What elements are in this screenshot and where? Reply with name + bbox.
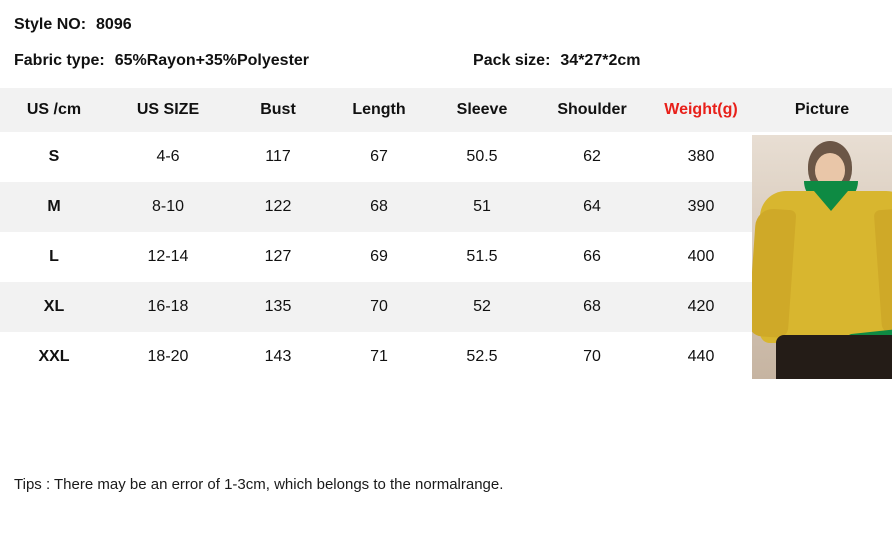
product-meta [0,0,892,70]
cell-sleeve: 52 [430,282,534,332]
cell-us-cm: M [0,182,108,232]
cell-length: 71 [328,332,430,382]
cell-weight: 440 [650,332,752,382]
cell-weight: 380 [650,132,752,182]
table-row [0,132,892,182]
cell-sleeve: 51 [430,182,534,232]
cell-bust: 135 [228,282,328,332]
cell-shoulder: 70 [534,332,650,382]
cell-picture [752,132,892,382]
tips-note: Tips : There may be an error of 1-3cm, which belongs to the normalrange. [14,476,504,493]
model-pants [776,335,892,379]
header-row [0,88,892,132]
cell-weight: 420 [650,282,752,332]
cell-length: 70 [328,282,430,332]
cell-us-size: 12-14 [108,232,228,282]
header-length: Length [328,88,430,132]
fabric-type-value: 65%Rayon+35%Polyester [114,52,310,69]
style-row [14,16,878,34]
cell-us-size: 8-10 [108,182,228,232]
cell-sleeve: 50.5 [430,132,534,182]
cell-length: 67 [328,132,430,182]
cell-shoulder: 62 [534,132,650,182]
header-us-size: US SIZE [108,88,228,132]
header-picture: Picture [752,88,892,132]
cell-bust: 127 [228,232,328,282]
header-shoulder: Shoulder [534,88,650,132]
cell-length: 69 [328,232,430,282]
fabric-group [14,52,309,70]
fabric-type-label: Fabric type: [14,52,105,69]
cell-us-cm: XL [0,282,108,332]
cell-shoulder: 66 [534,232,650,282]
cell-us-cm: S [0,132,108,182]
cell-us-size: 4-6 [108,132,228,182]
product-photo [752,135,892,379]
cell-bust: 143 [228,332,328,382]
cell-us-cm: L [0,232,108,282]
size-table [0,88,892,382]
pack-size-group [473,52,640,70]
cell-sleeve: 51.5 [430,232,534,282]
header-weight: Weight(g) [650,88,752,132]
pack-size-value: 34*27*2cm [560,52,641,69]
cell-sleeve: 52.5 [430,332,534,382]
cell-bust: 122 [228,182,328,232]
cell-us-size: 16-18 [108,282,228,332]
table-header [0,88,892,132]
style-no-value: 8096 [96,16,132,33]
cell-weight: 390 [650,182,752,232]
header-sleeve: Sleeve [430,88,534,132]
cell-us-size: 18-20 [108,332,228,382]
cell-weight: 400 [650,232,752,282]
cell-shoulder: 64 [534,182,650,232]
cell-us-cm: XXL [0,332,108,382]
pack-size-label: Pack size: [473,52,551,69]
header-us-cm: US /cm [0,88,108,132]
cell-bust: 117 [228,132,328,182]
table-body [0,132,892,382]
style-no-label: Style NO: [14,16,87,33]
fabric-pack-row [14,52,878,70]
header-bust: Bust [228,88,328,132]
cell-shoulder: 68 [534,282,650,332]
cell-length: 68 [328,182,430,232]
